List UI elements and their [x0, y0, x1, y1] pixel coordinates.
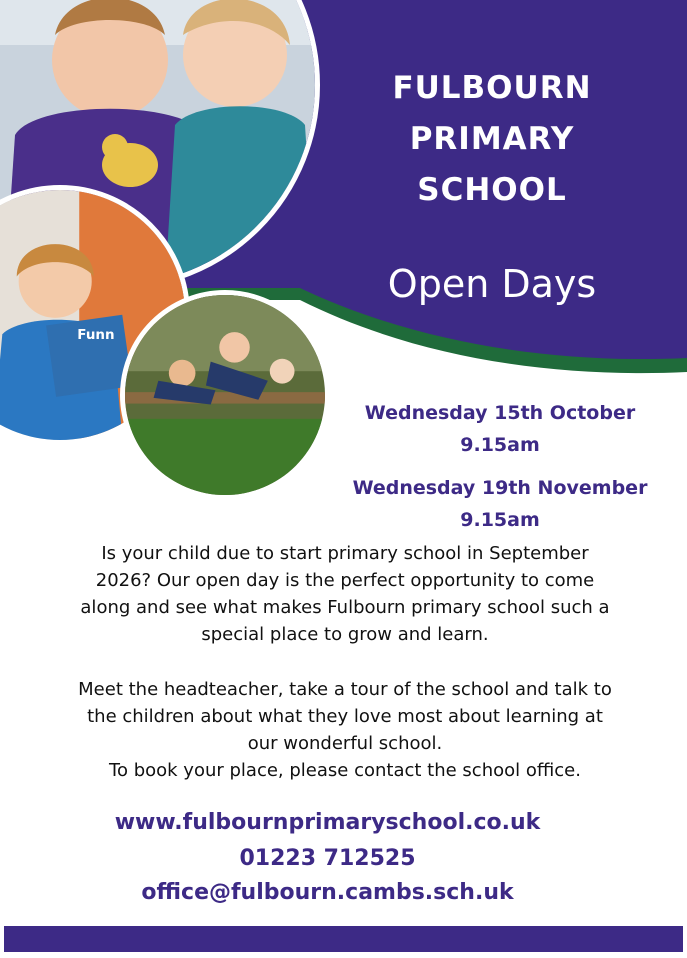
visit-line: the children about what they love most about learning at: [87, 706, 603, 727]
visit-line: Meet the headteacher, take a tour of the school and talk to: [78, 679, 612, 700]
open-day-2-date: Wednesday 19th November: [352, 477, 648, 499]
book-cover-text: Funn: [77, 328, 115, 344]
intro-line: special place to grow and learn.: [201, 624, 489, 645]
footer-bar: [4, 926, 683, 952]
open-day-1-time: 9.15am: [460, 434, 540, 456]
website-link[interactable]: www.fulbournprimaryschool.co.uk: [114, 810, 541, 835]
open-day-1-date: Wednesday 15th October: [364, 402, 636, 424]
phone-number: 01223 712525: [239, 846, 416, 871]
visit-line: To book your place, please contact the school office.: [109, 760, 581, 781]
open-days-heading: Open Days: [387, 262, 597, 306]
visit-line: our wonderful school.: [247, 733, 443, 754]
intro-line: 2026? Our open day is the perfect opportunity to come: [95, 570, 595, 591]
school-name-line-2: PRIMARY: [409, 121, 575, 157]
intro-line: along and see what makes Fulbourn primary school such a: [80, 597, 610, 618]
visit-paragraph: [20, 676, 670, 784]
school-name-line-3: SCHOOL: [417, 172, 567, 208]
open-day-2-time: 9.15am: [460, 509, 540, 531]
open-day-2: [330, 472, 670, 536]
intro-paragraph: [20, 540, 670, 648]
email-link[interactable]: office@fulbourn.cambs.sch.uk: [141, 880, 514, 905]
open-day-1: [340, 397, 660, 461]
school-name-line-1: FULBOURN: [392, 70, 592, 106]
photo-children-at-pond: [120, 290, 330, 500]
intro-line: Is your child due to start primary school in September: [101, 543, 589, 564]
